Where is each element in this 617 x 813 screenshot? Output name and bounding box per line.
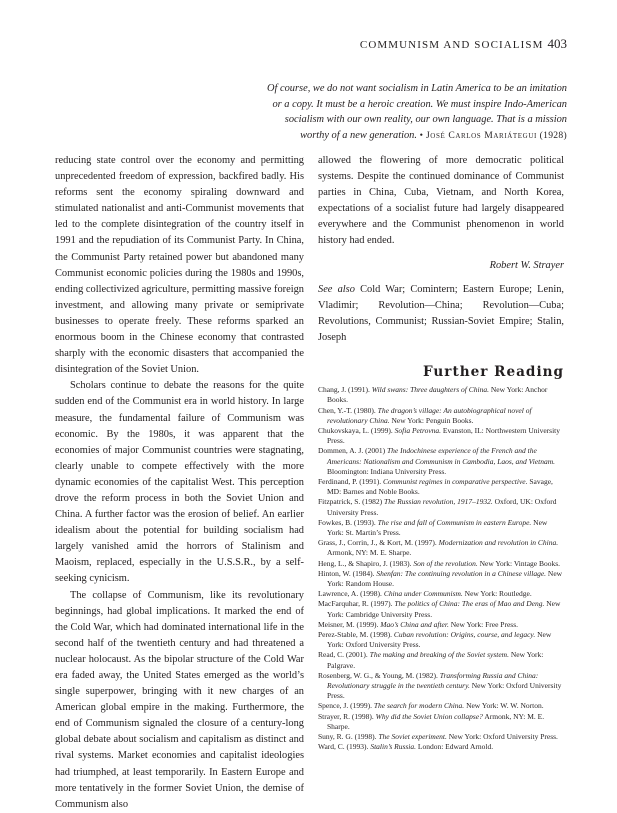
reference-publisher: New York: Oxford University Press. bbox=[327, 681, 562, 701]
see-also bbox=[318, 282, 564, 346]
reference-list bbox=[318, 385, 564, 752]
reference-title: Cuban revolution: Origins, course, and legacy. bbox=[393, 630, 536, 639]
reference-publisher: New York: Random House. bbox=[327, 568, 563, 588]
reference-author: Chang, J. (1991). bbox=[318, 385, 372, 395]
epigraph-line: Of course, we do not want socialism in Latin America to be an imitation bbox=[267, 83, 567, 94]
reference-publisher: Evanston, IL: Northwestern University Press. bbox=[327, 425, 560, 446]
reference-publisher: Oxford, UK: Oxford University Press. bbox=[327, 497, 557, 517]
right-column bbox=[318, 153, 564, 752]
reference-entry bbox=[318, 477, 564, 497]
reference-entry bbox=[318, 385, 564, 405]
reference-publisher: Bloomington: Indiana University Press. bbox=[327, 466, 447, 476]
reference-publisher: New York: St. Martin’s Press. bbox=[327, 517, 548, 537]
reference-title: Sofia Petrovna. bbox=[394, 425, 442, 435]
reference-author: Rosenberg, W. G., & Young, M. (1982). bbox=[318, 670, 440, 680]
reference-author: Chukovskaya, L. (1999). bbox=[318, 425, 395, 435]
reference-author: Perez-Stable, M. (1998). bbox=[318, 630, 394, 639]
reference-title: The politics of China: The eras of Mao and Deng. bbox=[394, 599, 545, 609]
reference-title: The Indochinese experience of the French and the Americans: Nationalism and Communism in Cambodia, Laos, and Vietnam. bbox=[327, 446, 555, 466]
reference-title: The Russian revolution, 1917–1932. bbox=[384, 497, 493, 507]
reference-author: Read, C. (2001). bbox=[318, 650, 370, 660]
reference-entry bbox=[318, 446, 564, 477]
reference-publisher: New York: Oxford University Press. bbox=[446, 732, 558, 742]
reference-title: The making and breaking of the Soviet system. bbox=[369, 650, 509, 660]
reference-entry bbox=[318, 538, 564, 558]
body-paragraph: Scholars continue to debate the reasons for the quite sudden end of the Communist era in world history. In large measure, the fundamental failure of Communism was economic. By the 1980s, it was apparent that the economies of major Communist countries were stagnating, clearly unable to compete effectively with the more dynamic economies of the capitalist West. This perception drove the reform process in both the Soviet Union and China. A further factor was the erosion of belief. An earlier idealism about the potential for building socialism had largely vanished amid the horrors of Stalinism and Maoism, replaced, especially in the U.S.S.R., by a self-seeking cynicism. bbox=[55, 380, 304, 585]
reference-entry bbox=[318, 671, 564, 702]
reference-title: Stalin’s Russia. bbox=[370, 742, 417, 752]
see-also-text: Cold War; Comintern; Eastern Europe; Lenin, Vladimir; Revolution—China; Revolution—Cuba; Revolutions, Communist; Russian-Soviet Empire; Stalin, Joseph bbox=[318, 283, 564, 343]
reference-entry bbox=[318, 742, 564, 752]
reference-publisher: New York: Free Press. bbox=[448, 619, 518, 629]
reference-title: Why did the Soviet Union collapse? bbox=[375, 711, 483, 721]
reference-entry bbox=[318, 712, 564, 732]
reference-author: Ward, C. (1993). bbox=[318, 742, 371, 752]
reference-author: Dommen, A. J. (2001) bbox=[318, 446, 387, 456]
reference-publisher: New York: Anchor Books. bbox=[327, 385, 548, 405]
reference-author: MacFarquhar, R. (1997). bbox=[318, 599, 395, 609]
reference-title: Son of the revolution. bbox=[413, 558, 478, 568]
reference-entry bbox=[318, 630, 564, 650]
reference-title: Communist regimes in comparative perspective. bbox=[383, 476, 528, 486]
reference-entry bbox=[318, 701, 564, 711]
further-reading-heading: Further Reading bbox=[423, 364, 564, 381]
reference-publisher: New York: W. W. Norton. bbox=[464, 701, 544, 711]
running-header bbox=[360, 36, 567, 52]
reference-publisher: New York: Vintage Books. bbox=[477, 558, 561, 568]
reference-publisher: New York: Oxford University Press. bbox=[327, 630, 552, 650]
reference-title: Shenfan: The continuing revolution in a Chinese village. bbox=[376, 568, 547, 578]
page-number: 403 bbox=[547, 36, 567, 51]
reference-author: Fowkes, B. (1993). bbox=[318, 517, 378, 527]
reference-author: Meisner, M. (1999). bbox=[318, 619, 381, 629]
body-paragraph: allowed the flowering of more democratic political systems. Despite the continued dominance of Communist parties in China, Cuba, Vietnam, and North Korea, expectations of a socialist future had largely disappeared everywhere and the Communist phenomenon in world history had ended. bbox=[318, 155, 564, 247]
reference-author: Suny, R. G. (1998). bbox=[318, 732, 379, 742]
epigraph-author: José Carlos Mariátegui bbox=[425, 129, 537, 141]
reference-author: Ferdinand, P. (1991). bbox=[318, 476, 383, 486]
left-column bbox=[55, 153, 304, 813]
reference-publisher: New York: Cambridge University Press. bbox=[327, 599, 561, 619]
reference-entry bbox=[318, 599, 564, 619]
reference-author: Fitzpatrick, S. (1982) bbox=[318, 497, 385, 507]
reference-author: Chen, Y.-T. (1980). bbox=[318, 405, 378, 415]
reference-entry bbox=[318, 406, 564, 426]
reference-author: Grass, J., Corrin, J., & Kort, M. (1997). bbox=[318, 538, 439, 548]
reference-entry bbox=[318, 589, 564, 599]
reference-publisher: New York: Penguin Books. bbox=[389, 415, 474, 425]
epigraph-line: or a copy. It must be a heroic creation. We must inspire Indo-American bbox=[272, 98, 567, 110]
epigraph-line: worthy of a new generation. bbox=[300, 129, 417, 141]
running-title: COMMUNISM AND SOCIALISM bbox=[359, 39, 544, 51]
reference-publisher: London: Edward Arnold. bbox=[416, 742, 494, 752]
reference-author: Spence, J. (1999). bbox=[318, 701, 374, 711]
epigraph-line: socialism with our own reality, our own language. That is a mission bbox=[284, 114, 567, 126]
attribution-bullet: • bbox=[419, 129, 424, 141]
reference-entry bbox=[318, 426, 564, 446]
reference-author: Strayer, R. (1998). bbox=[318, 711, 376, 721]
epigraph-year: (1928) bbox=[539, 129, 567, 141]
reference-title: China under Communism. bbox=[383, 589, 463, 599]
reference-publisher: Armonk, NY: M. E. Sharpe. bbox=[327, 548, 412, 558]
reference-entry bbox=[318, 732, 564, 742]
reference-publisher: Savage, MD: Barnes and Noble Books. bbox=[327, 476, 553, 497]
reference-entry bbox=[318, 569, 564, 589]
reference-title: The rise and fall of Communism in eastern Europe. bbox=[377, 517, 532, 527]
body-paragraph: The collapse of Communism, like its revolutionary beginnings, had global implications. It marked the end of the Cold War, which had dominated international life in the second half of the twentieth century and had threatened a nuclear holocaust. As the bipolar structure of the Cold War era faded away, the United States emerged as the world’s single superpower, bringing with it new charges of an American global empire in the making. Furthermore, the end of Communism signaled the closure of a century-long global debate about socialism and capitalism as distinct and rival systems. Market economies and capitalist ideologies had triumphed, at least temporarily. In Eastern Europe and more tentatively in the former Soviet Union, the demise of Communism also bbox=[55, 589, 304, 810]
reference-entry bbox=[318, 559, 564, 569]
reference-title: The dragon’s village: An autobiographical novel of revolutionary China. bbox=[327, 405, 532, 425]
reference-author: Heng, L., & Shapiro, J. (1983). bbox=[318, 558, 414, 568]
reference-title: Modernization and revolution in China. bbox=[438, 538, 559, 548]
reference-title: Mao’s China and after. bbox=[380, 619, 449, 629]
reference-publisher: New York: Routledge. bbox=[462, 589, 532, 599]
reference-entry bbox=[318, 620, 564, 630]
reference-author: Lawrence, A. (1998). bbox=[318, 589, 384, 599]
reference-entry bbox=[318, 518, 564, 538]
author-signature: Robert W. Strayer bbox=[489, 259, 564, 271]
reference-title: The search for modern China. bbox=[373, 701, 465, 711]
see-also-label: See also bbox=[318, 283, 355, 295]
reference-publisher: New York: Palgrave. bbox=[327, 650, 544, 670]
reference-publisher: Armonk, NY: M. E. Sharpe. bbox=[327, 711, 545, 731]
reference-entry bbox=[318, 497, 564, 517]
reference-title: The Soviet experiment. bbox=[378, 732, 447, 742]
reference-title: Transforming Russia and China: Revolutionary struggle in the twentieth century. bbox=[327, 670, 539, 691]
reference-author: Hinton, W. (1984). bbox=[318, 568, 377, 578]
reference-entry bbox=[318, 650, 564, 670]
body-paragraph: reducing state control over the economy and permitting unprecedented freedom of expression, backfired badly. His reforms sent the economy spiraling downward and stimulated nationalist and anti-Communist movements that led to the complete disintegration of the country itself in 1991 and the repudiation of its Communist Party. In China, the Communist Party retained power but abandoned many Communist economic policies during the 1980s and 1990s, ending collectivized agriculture, permitting massive foreign investment, and allowing many private or semiprivate businesses to operate freely. These reforms sparked an enormous boom in the Chinese economy that contrasted sharply with the economic disasters that accompanied the disintegration of the Soviet Union. bbox=[55, 155, 304, 376]
epigraph bbox=[237, 81, 567, 143]
reference-title: Wild swans: Three daughters of China. bbox=[371, 385, 489, 395]
